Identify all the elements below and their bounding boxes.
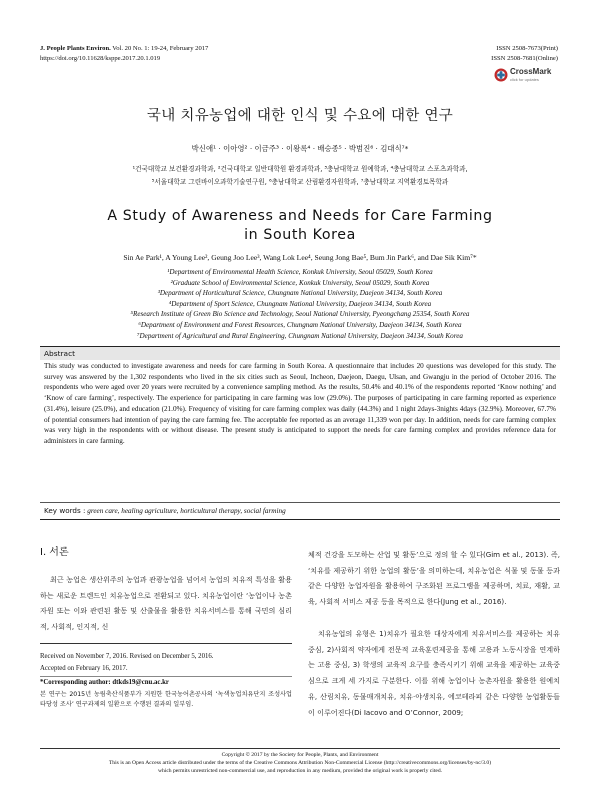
abstract-heading: Abstract xyxy=(40,347,560,360)
journal-issue: Vol. 20 No. 1: 19-24, February 2017 xyxy=(110,45,209,52)
crossmark-icon xyxy=(494,68,508,82)
footnote-rule xyxy=(40,643,292,644)
affiliation-korean-line: ¹건국대학교 보건환경과학과, ²건국대학교 일반대학원 환경과학과, ³충남대학교 원예학과, ⁴충남대학교 스포츠과학과, xyxy=(132,165,468,173)
affiliations-korean xyxy=(40,163,560,188)
copyright-line: Copyright © 2017 by the Society for People, Plants, and Environment xyxy=(221,752,379,758)
abstract-text: This study was conducted to investigate awareness and needs for care farming in South Korea. A questionnaire that includes 20 questions was developed for this study. The survey was answered by the 1,302 respondents who lived in the six cities such as Seoul, Incheon, Daejeon, Daegu, Ulsan, and Gwangju in the period of October 2016. The respondents who were aged over 20 years were recruited by a convenience sampling method. As the results, 50.4% and 40.1% of the respondents reported ‘Know nothing’ and ‘Know of care farming’, respectively. The experience for participating in care farming was low (29.0%). The purposes of participating in care farming reported as experience (31.4%), leisure (25.0%), and education (21.0%). Frequency of visiting for care farming complex was daily (44.3%) and 1 night 2days-3nights 4days (32.9%). Moreover, 67.7% of potential consumers had intention of paying the care farming fee. The acceptable fee reported as an average 11,339 won per day. In addition, needs for care farming complex was very high in the respondents with or without disease. The present study is anticipated to support the needs for care farming complex and provides reference data for administers in care farming. xyxy=(44,362,556,445)
crossmark-badge[interactable] xyxy=(494,66,560,86)
title-korean: 국내 치유농업에 대한 인식 및 수요에 대한 연구 xyxy=(146,108,454,124)
received-date: Received on November 7, 2016. Revised on December 5, 2016. xyxy=(40,653,214,660)
intro-right-paragraph-2: 치유농업의 유형은 1)치유가 필요한 대상자에게 치유서비스를 제공하는 치유중심, 2)사회적 약자에게 전문적 교육훈련제공을 통해 고용과 노동시장을 연계하는 고용 중심, 3) 학생의 교육적 요구를 충족시키기 위해 교육을 제공하는 교육중심으로 크게 세 가지로 구분한다. 이를 위해 농업이나 농촌자원을 활용한 원예치유, 산림치유, 동물매개치유, 치유·야생치유, 에코테라피 같은 다양한 농업활동들이 이루어진다(Di Iacovo and O’Connor, 2009; xyxy=(308,629,560,717)
affiliations-english xyxy=(40,267,560,341)
affiliation-english-line: ⁵Research Institute of Green Bio Science and Technology, Seoul National University, Pyeongchang 25354, South Korea xyxy=(130,310,470,319)
section-heading-introduction: Ⅰ. 서론 xyxy=(40,547,69,558)
crossmark-label: CrossMark xyxy=(510,67,552,76)
keywords xyxy=(40,506,560,515)
affiliation-english-line: ⁶Department of Environment and Forest Resources, Chungnam National University, Daejeon 34134, South Korea xyxy=(138,320,462,329)
authors-korean: 박신애¹ · 이아영² · 이금주³ · 이왕록⁴ · 배승종⁵ · 박범진⁶ · 김대식⁷* xyxy=(191,144,409,153)
affiliation-english-line: ⁷Department of Agricultural and Rural Engineering, Chungnam National University, Daejeon 34134, South Korea xyxy=(137,331,463,340)
affiliation-english-line: ²Graduate School of Environmental Science, Konkuk University, Seoul 05029, South Korea xyxy=(170,278,430,287)
issn-print: ISSN 2508-7673(Print) xyxy=(496,45,558,52)
doi-link[interactable]: https://doi.org/10.11628/ksppe.2017.20.1.019 xyxy=(40,55,161,62)
abstract-box xyxy=(40,346,560,520)
accepted-date: Accepted on February 16, 2017. xyxy=(40,665,128,672)
journal-citation xyxy=(40,44,340,53)
crossmark-sub: click for updates xyxy=(510,77,539,82)
license-line: This is an Open Access article distributed under the terms of the Creative Commons Attribution Non-Commercial License (http://creativecommons.org/licenses/by-nc/3.0) xyxy=(108,759,492,766)
authors-english: Sin Ae Park¹, A Young Lee², Geung Joo Lee³, Wang Lok Lee⁴, Seung Jong Bae⁵, Bum Jin Park⁶, and Dae Sik Kim⁷* xyxy=(123,253,477,262)
corresponding-author: *Corresponding author: dtkds19@cnu.ac.kr xyxy=(40,679,169,686)
copyright-rule xyxy=(40,748,560,749)
funding-note: 본 연구는 2015년 농림축산식품부가 지원한 한국농어촌공사의 ‘녹색농업치유단지 조성사업 타당성 조사’ 연구과제의 일환으로 수행된 결과의 일부임. xyxy=(40,691,292,709)
affiliation-korean-line: ⁵서울대학교 그린바이오과학기술연구원, ⁶충남대학교 산림환경자원학과, ⁷충남대학교 지역환경토목학과 xyxy=(151,177,449,186)
affiliation-english-line: ⁴Department of Sport Science, Chungnam National University, Daejeon 34134, South Korea xyxy=(168,299,432,308)
affiliation-english-line: ¹Department of Environmental Health Science, Konkuk University, Seoul 05029, South Korea xyxy=(167,268,433,276)
copyright-notice xyxy=(40,752,560,775)
abstract-divider xyxy=(40,502,560,503)
intro-right-paragraph-1: 체적 건강을 도모하는 산업 및 활동’으로 정의 할 수 있다(Gim et al., 2013). 즉, ‘치유를 제공하기 위한 농업의 활동’을 의미하는데, 치유농업은 식물 및 동물 등과 같은 다양한 농업자원을 활용하여 구조화된 프로그램을 제공하며, 치료, 재활, 교육, 사회적 서비스 제공 등을 목적으로 한다(Jung et al., 2016). xyxy=(308,550,560,607)
keywords-value: green care, healing agriculture, horticultural therapy, social farming xyxy=(85,507,286,515)
issn-online: ISSN 2508-7681(Online) xyxy=(491,55,558,62)
title-english-line: in South Korea xyxy=(244,227,356,243)
keywords-label: Key words : xyxy=(44,506,86,515)
intro-left-paragraph: 최근 농업은 생산위주의 농업과 관광농업을 넘어서 농업의 치유적 특성을 활용하는 새로운 트렌드인 치유농업으로 전환되고 있다. 치유농업이란 ‘농업이나 농촌자원 또는 이와 관련된 활동 및 산출물을 활용한 치유서비스를 통해 국민의 심리적, 사회적, 인지적, 신 xyxy=(40,575,292,632)
title-english xyxy=(40,207,560,245)
license-terms-line: which permits unrestricted non-commercial use, and reproduction in any medium, provided the original work is properly cited. xyxy=(157,767,443,774)
journal-name: J. People Plants Environ. xyxy=(40,45,111,52)
footnote-inner-rule xyxy=(40,676,292,677)
title-english-line: A Study of Awareness and Needs for Care Farming xyxy=(107,208,493,224)
affiliation-english-line: ³Department of Horticultural Science, Chungnam National University, Daejeon 34134, South Korea xyxy=(157,289,443,298)
